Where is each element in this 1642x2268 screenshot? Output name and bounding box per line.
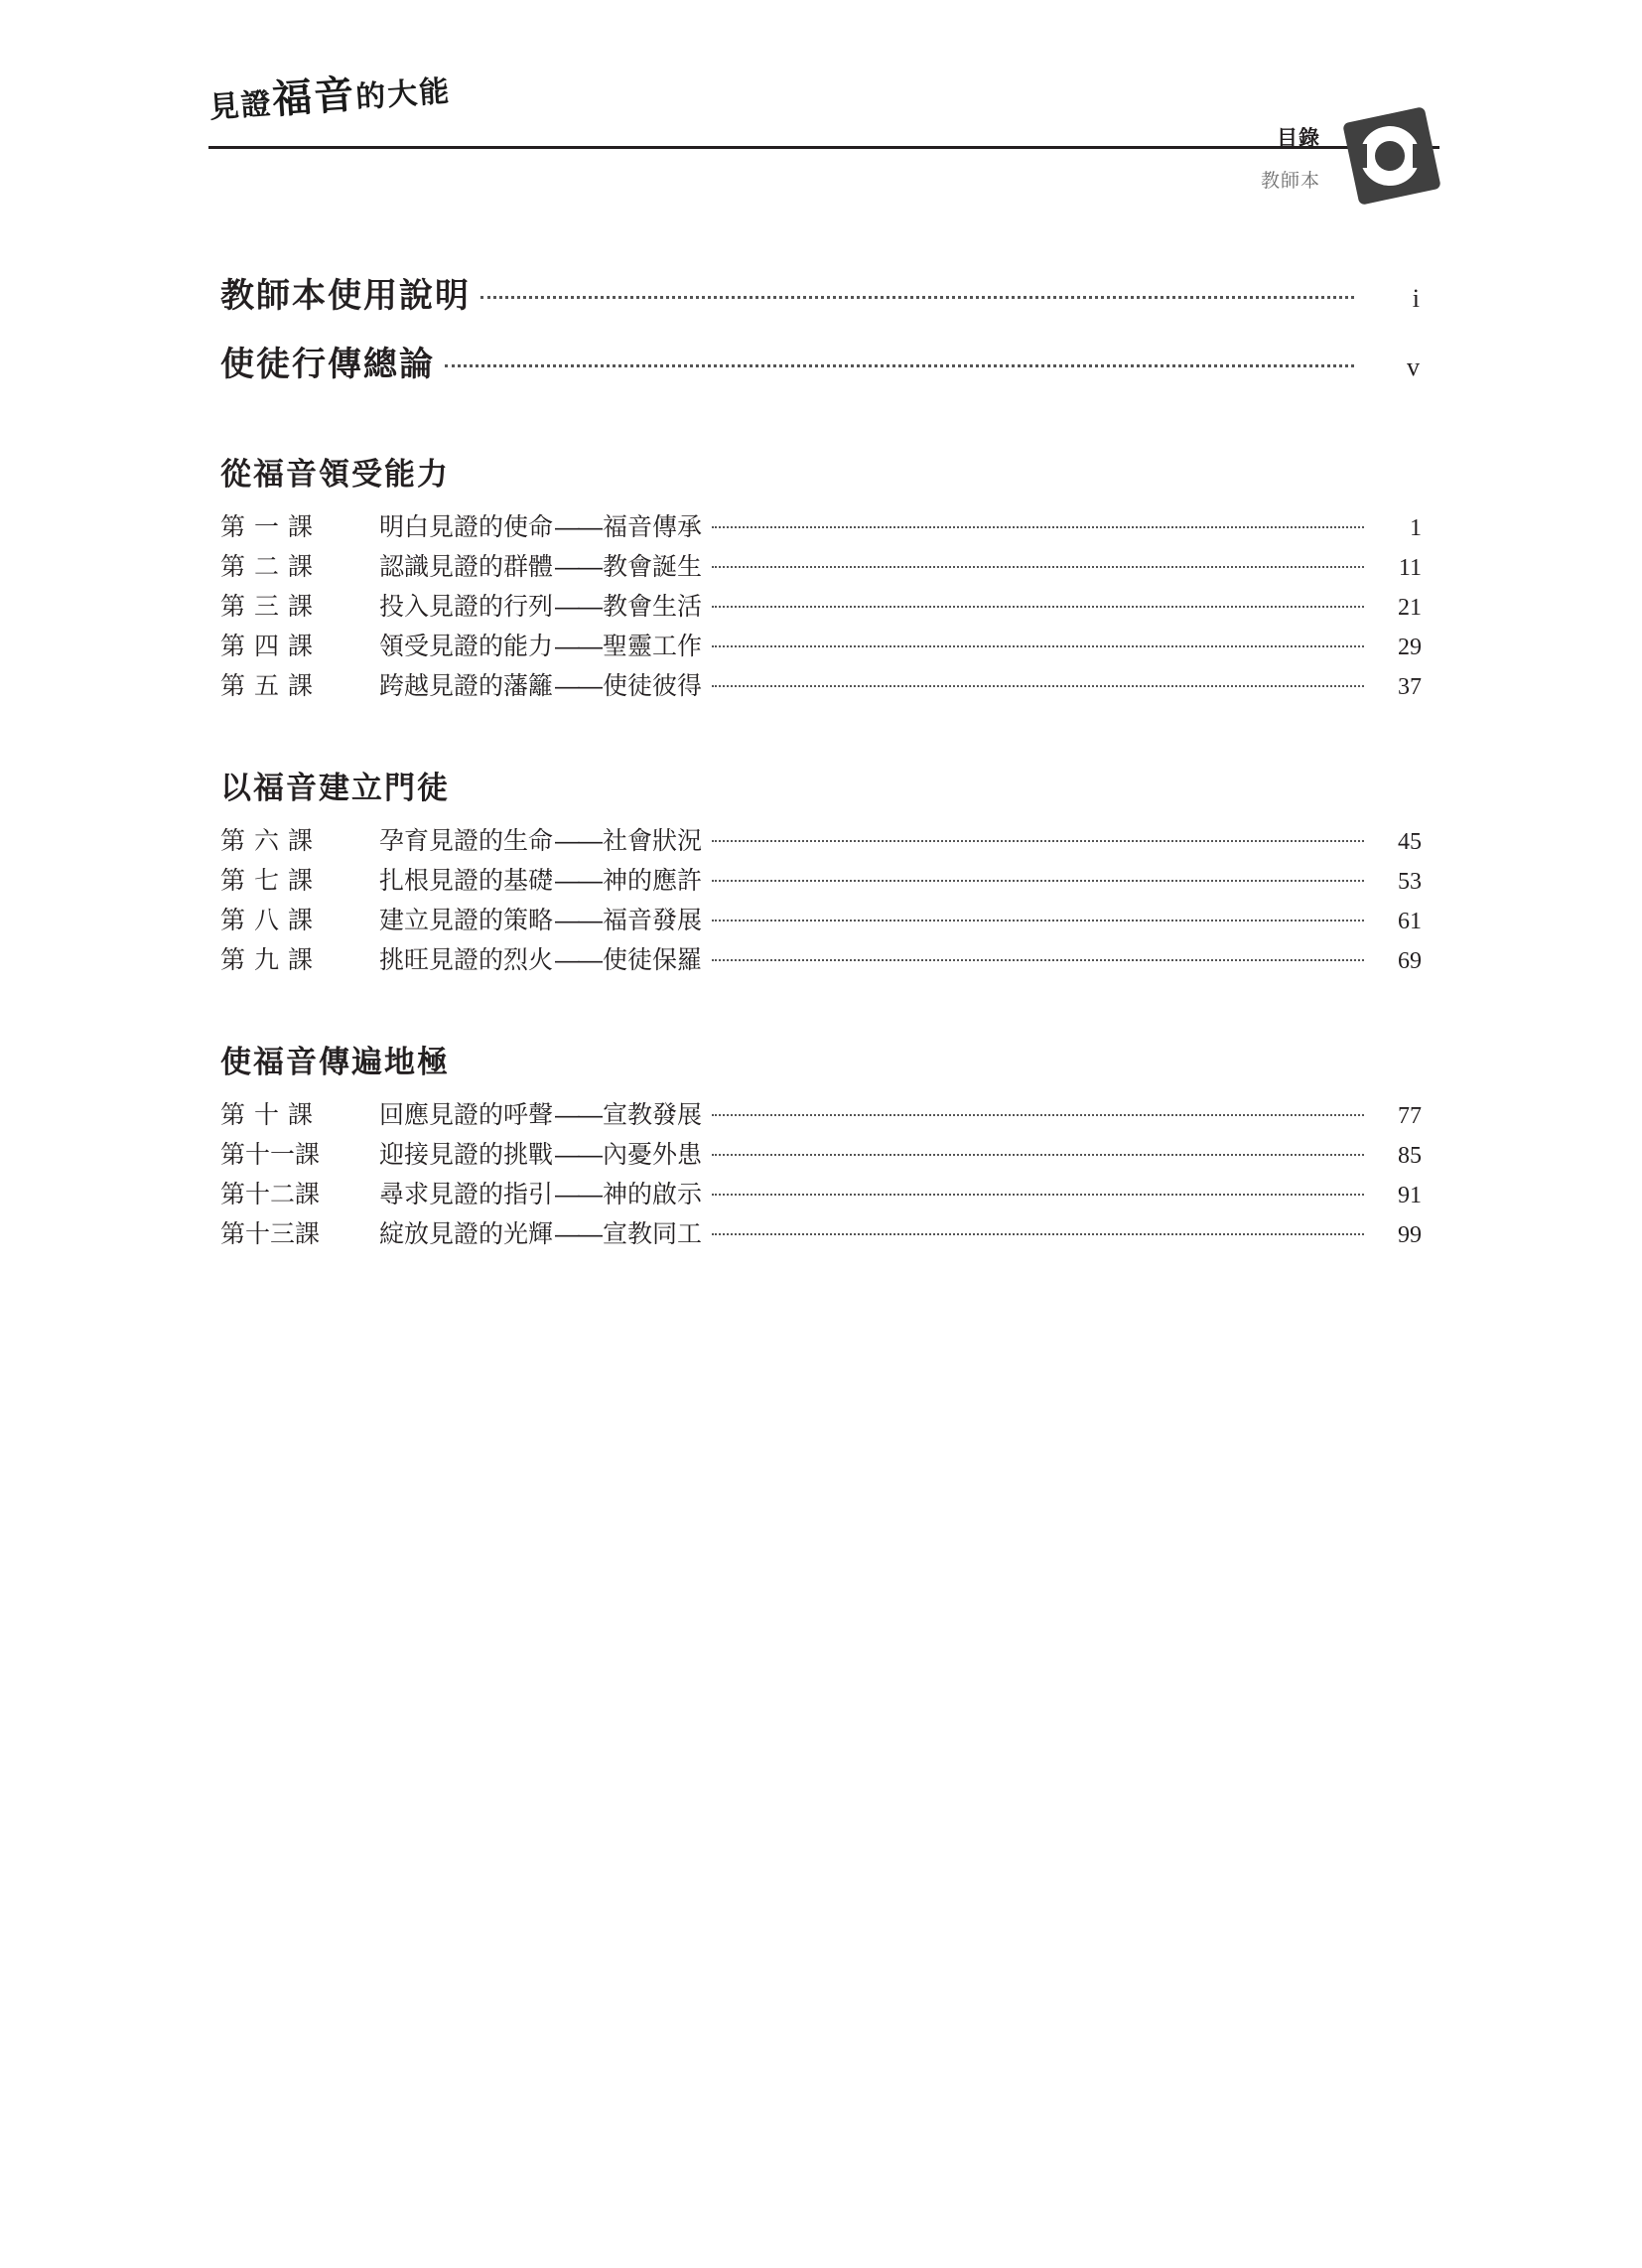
leader-dots bbox=[712, 1114, 1364, 1116]
lesson-dash: —— bbox=[555, 907, 602, 934]
lesson-page-number: 53 bbox=[1398, 869, 1422, 895]
lesson-page-number: 85 bbox=[1398, 1143, 1422, 1169]
leader-dots bbox=[712, 606, 1364, 608]
lesson-number: 第十一課 bbox=[220, 1141, 321, 1169]
toc-lesson-row[interactable] bbox=[220, 595, 1422, 620]
lesson-subtitle: 使徒保羅 bbox=[603, 946, 703, 974]
lesson-subtitle: 宣教發展 bbox=[603, 1101, 703, 1129]
lesson-subtitle: 教會生活 bbox=[603, 593, 703, 621]
lesson-page-number: 37 bbox=[1398, 674, 1422, 700]
lesson-dash: —— bbox=[555, 1101, 602, 1129]
lesson-number: 第十三課 bbox=[220, 1220, 321, 1248]
lesson-dash: —— bbox=[555, 1181, 602, 1208]
toc-front-entry[interactable] bbox=[220, 337, 1422, 385]
lesson-title: 跨越見證的藩籬 bbox=[379, 672, 554, 700]
toc-front-entry[interactable] bbox=[220, 268, 1422, 317]
toc-lesson-row[interactable] bbox=[220, 635, 1422, 659]
lesson-number: 第八課 bbox=[220, 907, 314, 934]
leader-dots bbox=[445, 364, 1354, 367]
leader-dots bbox=[712, 1194, 1364, 1196]
page-header bbox=[207, 55, 1439, 192]
lesson-page-number: 77 bbox=[1398, 1103, 1422, 1129]
lesson-title: 迎接見證的挑戰 bbox=[379, 1141, 554, 1169]
toc-lesson-row[interactable] bbox=[220, 674, 1422, 699]
toc-front-title: 教師本使用說明 bbox=[220, 277, 471, 315]
lesson-page-number: 45 bbox=[1398, 829, 1422, 855]
lesson-subtitle: 宣教同工 bbox=[603, 1220, 703, 1248]
lesson-title: 領受見證的能力 bbox=[379, 633, 554, 660]
lesson-number: 第十二課 bbox=[220, 1181, 321, 1208]
lesson-title: 孕育見證的生命 bbox=[379, 827, 554, 855]
lesson-title: 認識見證的群體 bbox=[379, 553, 554, 581]
lesson-title: 綻放見證的光輝 bbox=[379, 1220, 554, 1248]
lesson-page-number: 61 bbox=[1398, 909, 1422, 934]
lesson-number: 第一課 bbox=[220, 513, 314, 541]
leader-dots bbox=[712, 1154, 1364, 1156]
lesson-number: 第三課 bbox=[220, 593, 314, 621]
toc-lesson-row[interactable] bbox=[220, 909, 1422, 933]
book-title-logo bbox=[207, 65, 453, 134]
lesson-title: 投入見證的行列 bbox=[379, 593, 554, 621]
lesson-subtitle: 社會狀況 bbox=[603, 827, 703, 855]
toc-lesson-row[interactable] bbox=[220, 869, 1422, 894]
toc-lesson-row[interactable] bbox=[220, 1143, 1422, 1168]
lesson-number: 第七課 bbox=[220, 867, 314, 895]
edition-label: 教師本 bbox=[1260, 171, 1320, 192]
lesson-subtitle: 神的啟示 bbox=[603, 1181, 703, 1208]
lesson-dash: —— bbox=[555, 513, 602, 541]
lesson-dash: —— bbox=[555, 1141, 602, 1169]
lesson-subtitle: 使徒彼得 bbox=[603, 672, 703, 700]
lesson-number: 第十課 bbox=[220, 1101, 314, 1129]
lesson-dash: —— bbox=[555, 633, 602, 660]
lesson-title: 建立見證的策略 bbox=[379, 907, 554, 934]
lesson-page-number: 99 bbox=[1398, 1222, 1422, 1248]
lesson-page-number: 21 bbox=[1398, 595, 1422, 621]
lesson-title: 尋求見證的指引 bbox=[379, 1181, 554, 1208]
lesson-subtitle: 福音傳承 bbox=[603, 513, 703, 541]
lesson-dash: —— bbox=[555, 672, 602, 700]
leader-dots bbox=[712, 840, 1364, 842]
toc-lesson-row[interactable] bbox=[220, 515, 1422, 540]
lesson-dash: —— bbox=[555, 593, 602, 621]
lesson-dash: —— bbox=[555, 553, 602, 581]
toc-front-page: v bbox=[1407, 353, 1422, 381]
lesson-title: 挑旺見證的烈火 bbox=[379, 946, 554, 974]
leader-dots bbox=[712, 685, 1364, 687]
leader-dots bbox=[712, 959, 1364, 961]
toc-front-title: 使徒行傳總論 bbox=[220, 346, 435, 383]
toc-lesson-row[interactable] bbox=[220, 948, 1422, 973]
leader-dots bbox=[712, 1233, 1364, 1235]
lesson-number: 第二課 bbox=[220, 553, 314, 581]
lesson-subtitle: 福音發展 bbox=[603, 907, 703, 934]
lesson-title: 明白見證的使命 bbox=[379, 513, 554, 541]
leader-dots bbox=[712, 645, 1364, 647]
leader-dots bbox=[712, 526, 1364, 528]
table-of-contents bbox=[220, 268, 1422, 1262]
leader-dots bbox=[480, 296, 1354, 299]
lesson-number: 第六課 bbox=[220, 827, 314, 855]
toc-front-page: i bbox=[1412, 284, 1422, 313]
lesson-subtitle: 教會誕生 bbox=[603, 553, 703, 581]
leader-dots bbox=[712, 920, 1364, 921]
toc-section bbox=[220, 763, 1422, 973]
leader-dots bbox=[712, 880, 1364, 882]
lesson-page-number: 29 bbox=[1398, 635, 1422, 660]
lesson-dash: —— bbox=[555, 827, 602, 855]
lesson-number: 第九課 bbox=[220, 946, 314, 974]
lesson-number: 第五課 bbox=[220, 672, 314, 700]
lesson-page-number: 1 bbox=[1410, 515, 1422, 541]
lesson-number: 第四課 bbox=[220, 633, 314, 660]
toc-section bbox=[220, 1037, 1422, 1247]
leader-dots bbox=[712, 566, 1364, 568]
lesson-dash: —— bbox=[555, 867, 602, 895]
toc-lesson-row[interactable] bbox=[220, 555, 1422, 580]
lesson-title: 回應見證的呼聲 bbox=[379, 1101, 554, 1129]
lesson-page-number: 11 bbox=[1398, 555, 1422, 581]
toc-section-title: 以福音建立門徒 bbox=[220, 771, 450, 805]
book-circle-icon bbox=[1344, 112, 1439, 208]
toc-lesson-row[interactable] bbox=[220, 829, 1422, 854]
lesson-subtitle: 聖靈工作 bbox=[603, 633, 703, 660]
lesson-title: 扎根見證的基礎 bbox=[379, 867, 554, 895]
toc-lesson-row[interactable] bbox=[220, 1183, 1422, 1207]
lesson-subtitle: 神的應許 bbox=[603, 867, 703, 895]
lesson-subtitle: 內憂外患 bbox=[603, 1141, 703, 1169]
lesson-dash: —— bbox=[555, 946, 602, 974]
toc-section-title: 從福音領受能力 bbox=[220, 457, 450, 492]
lesson-page-number: 69 bbox=[1398, 948, 1422, 974]
header-right-group bbox=[1142, 55, 1439, 192]
toc-lesson-row[interactable] bbox=[220, 1103, 1422, 1128]
toc-lesson-row[interactable] bbox=[220, 1222, 1422, 1247]
lesson-dash: —— bbox=[555, 1220, 602, 1248]
page-title: 目錄 bbox=[1277, 127, 1320, 150]
logo-text: 見證福音的大能 bbox=[207, 71, 453, 125]
lesson-page-number: 91 bbox=[1398, 1183, 1422, 1208]
toc-section bbox=[220, 449, 1422, 699]
toc-section-title: 使福音傳遍地極 bbox=[220, 1045, 450, 1079]
